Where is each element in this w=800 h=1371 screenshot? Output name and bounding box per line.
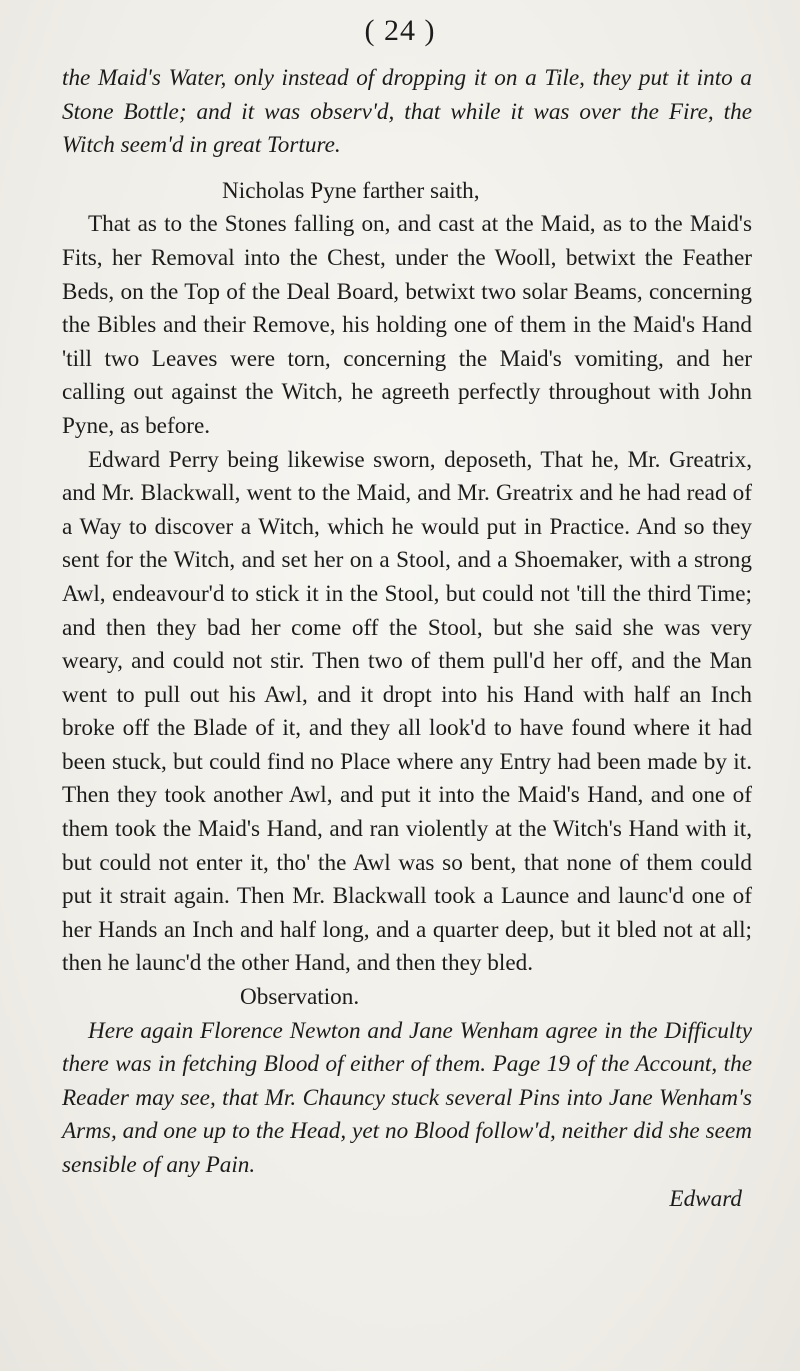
paragraph-observation: Here again Florence Newton and Jane Wenham agree in the Difficulty there was in fetching Blood of either of them. Page 19 of the Account, the Reader may see, that Mr. Chauncy stuck several Pins into Jane Wenham's Arms, and one up to the Head, yet no Blood follow'd, neither did she seem sensible of any Pain. — [62, 1017, 752, 1178]
paragraph-edward-perry: Edward Perry being likewise sworn, deposeth, That he, Mr. Greatrix, and Mr. Blackwall, went to the Maid, and Mr. Greatrix and he had read of a Way to discover a Witch, which he would put in Practice. And so they sent for the Witch, and set her on a Stool, and a Shoemaker, with a strong Awl, endeavour'd to stick it in the Stool, but could not 'till the third Time; and then they bad her come off the Stool, but she said she was very weary, and could not stir. Then two of them pull'd her off, and the Man went to pull out his Awl, and it dropt into his Hand with half an Inch broke off the Blade of it, and they all look'd to have found where it had been stuck, but could find no Place where any Entry had been made by it. Then they took another Awl, and put it into the Maid's Hand, and one of them took the Maid's Hand, and ran violently at the Witch's Hand with it, but could not enter it, tho' the Awl was so bent, that none of them could put it strait again. Then Mr. Blackwall took a Launce and launc'd one of her Hands an Inch and half long, and a quarter deep, but it bled not at all; then he launc'd the other Hand, and then they bled. — [62, 446, 752, 977]
paragraph-continuation: the Maid's Water, only instead of dropping it on a Tile, they put it into a Stone Bottle; and it was observ'd, that while it was over the Fire, the Witch seem'd in great Torture. — [62, 65, 752, 159]
paragraph-nicholas-pyne: That as to the Stones falling on, and cast at the Maid, as to the Maid's Fits, her Removal into the Chest, under the Wooll, betwixt the Feather Beds, on the Top of the Deal Board, betwixt two solar Beams, concerning the Bibles and their Remove, his holding one of them in the Maid's Hand 'till two Leaves were torn, concerning the Maid's vomiting, and her calling out against the Witch, he agreeth perfectly throughout with John Pyne, as before. — [62, 211, 752, 439]
catchword: Edward — [669, 1185, 742, 1212]
page-number: ( 24 ) — [364, 14, 436, 47]
page-body — [62, 62, 752, 1216]
observation-heading: Observation. — [240, 984, 360, 1011]
deposition-heading: Nicholas Pyne farther saith, — [222, 177, 480, 204]
